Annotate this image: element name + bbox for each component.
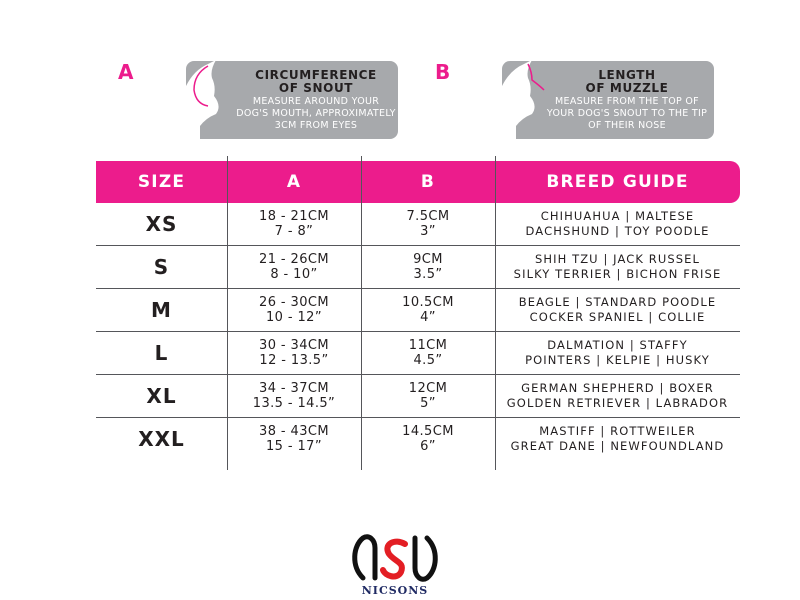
breed-guide: DALMATION | STAFFY POINTERS | KELPIE | HUSKY [525,338,710,367]
breed-guide: GERMAN SHEPHERD | BOXER GOLDEN RETRIEVER | LABRADOR [506,381,729,410]
snout-circumference: 38 - 43CM 15 - 17” [259,424,329,454]
table-row [96,203,740,246]
size-label: XXL [138,427,185,451]
brand-name: NICSONS [361,584,429,597]
header-a: A [286,172,302,192]
table-row [96,289,740,332]
dog-muzzle-icon [502,56,550,140]
measure-a-description: MEASURE AROUND YOUR DOG'S MOUTH, APPROXIMATELY 3CM FROM EYES [236,96,396,131]
measure-a-title: CIRCUMFERENCE OF SNOUT [255,68,377,95]
muzzle-length: 12CM 5” [408,381,448,411]
measure-b-title: LENGTH OF MUZZLE [585,68,669,95]
breed-guide: SHIH TZU | JACK RUSSEL SILKY TERRIER | BICHON FRISE [513,252,722,281]
muzzle-length: 11CM 4.5” [408,338,448,368]
snout-circumference: 30 - 34CM 12 - 13.5” [259,338,329,368]
breed-guide: CHIHUAHUA | MALTESE DACHSHUND | TOY POODLE [525,209,710,238]
size-label: L [154,341,169,365]
breed-guide: MASTIFF | ROTTWEILER GREAT DANE | NEWFOUNDLAND [510,424,725,453]
table-row [96,246,740,289]
snout-circumference: 34 - 37CM 13.5 - 14.5” [252,381,336,411]
size-label: XS [145,212,178,236]
muzzle-length: 14.5CM 6” [402,424,454,454]
snout-circumference: 26 - 30CM 10 - 12” [259,295,329,325]
header-size: SIZE [137,172,186,192]
column-divider [361,156,362,470]
column-divider [495,156,496,470]
size-label: M [151,298,172,322]
muzzle-length: 10.5CM 4” [402,295,454,325]
size-table [96,161,740,460]
measure-b-description: MEASURE FROM THE TOP OF YOUR DOG'S SNOUT TO THE TIP OF THEIR NOSE [546,96,708,131]
dog-snout-icon [186,56,236,140]
column-divider [227,156,228,470]
breed-guide: BEAGLE | STANDARD POODLE COCKER SPANIEL | COLLIE [518,295,717,324]
measure-b-letter: B [435,60,451,84]
size-label: S [153,255,170,279]
table-row [96,418,740,460]
snout-circumference: 18 - 21CM 7 - 8” [259,209,329,239]
table-row [96,332,740,375]
header-b: B [420,172,436,192]
table-header [96,161,740,203]
measure-a-letter: A [118,60,134,84]
muzzle-length: 9CM 3.5” [413,252,443,282]
snout-circumference: 21 - 26CM 8 - 10” [259,252,329,282]
table-row [96,375,740,418]
size-label: XL [146,384,177,408]
header-breed-guide: BREED GUIDE [546,172,689,192]
muzzle-length: 7.5CM 3” [406,209,450,239]
